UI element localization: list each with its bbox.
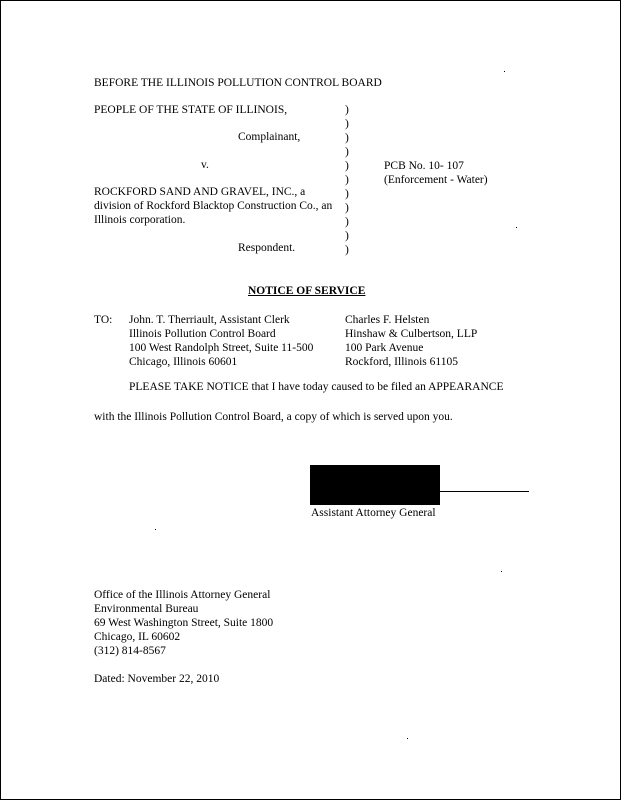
defendant-line-3: Illinois corporation.: [94, 214, 186, 226]
signature-title: Assistant Attorney General: [311, 507, 436, 519]
scan-speck: [407, 738, 408, 739]
caption-bracket: ): [345, 160, 349, 172]
board-heading: BEFORE THE ILLINOIS POLLUTION CONTROL BOARD: [94, 77, 382, 89]
caption-bracket: ): [345, 118, 349, 130]
notice-body-line-2: with the Illinois Pollution Control Board, a copy of which is served upon you.: [94, 411, 453, 423]
scan-speck: [501, 571, 502, 572]
office-line: Environmental Bureau: [94, 603, 199, 615]
notice-title: NOTICE OF SERVICE: [248, 285, 366, 297]
notice-body-line-1: PLEASE TAKE NOTICE that I have today caused to be filed an APPEARANCE: [129, 381, 504, 393]
caption-bracket: ): [345, 244, 349, 256]
to-label: TO:: [94, 314, 113, 326]
redacted-signature: [310, 465, 440, 505]
defendant-line-2: division of Rockford Blacktop Construction Co., an: [94, 200, 333, 212]
signature-line: [438, 491, 529, 492]
caption-bracket: ): [345, 146, 349, 158]
dated-line: Dated: November 22, 2010: [94, 673, 220, 685]
caption-bracket: ): [345, 202, 349, 214]
recipient-1-line: 100 West Randolph Street, Suite 11-500: [129, 342, 314, 354]
caption-bracket: ): [345, 132, 349, 144]
complainant-label: Complainant,: [238, 131, 301, 143]
versus-label: v.: [201, 159, 209, 171]
recipient-1-line: Illinois Pollution Control Board: [129, 328, 276, 340]
recipient-2-line: 100 Park Avenue: [345, 342, 424, 354]
caption-bracket: ): [345, 188, 349, 200]
recipient-1-line: John. T. Therriault, Assistant Clerk: [129, 314, 290, 326]
caption-bracket: ): [345, 230, 349, 242]
recipient-2-line: Rockford, Illinois 61105: [345, 356, 458, 368]
case-number: PCB No. 10- 107: [384, 160, 464, 172]
office-line: (312) 814-8567: [94, 645, 166, 657]
plaintiff-name: PEOPLE OF THE STATE OF ILLINOIS,: [94, 104, 288, 116]
case-type: (Enforcement - Water): [384, 174, 488, 186]
office-line: Office of the Illinois Attorney General: [94, 589, 271, 601]
caption-bracket: ): [345, 174, 349, 186]
scan-speck: [504, 71, 505, 72]
recipient-1-line: Chicago, Illinois 60601: [129, 356, 238, 368]
caption-bracket: ): [345, 216, 349, 228]
recipient-2-line: Hinshaw & Culbertson, LLP: [345, 328, 478, 340]
caption-bracket: ): [345, 104, 349, 116]
respondent-label: Respondent.: [238, 242, 296, 254]
defendant-line-1: ROCKFORD SAND AND GRAVEL, INC., a: [94, 186, 306, 198]
recipient-2-line: Charles F. Helsten: [345, 314, 430, 326]
office-line: Chicago, IL 60602: [94, 631, 181, 643]
scan-speck: [155, 529, 156, 530]
office-line: 69 West Washington Street, Suite 1800: [94, 617, 274, 629]
scan-speck: [516, 227, 517, 228]
